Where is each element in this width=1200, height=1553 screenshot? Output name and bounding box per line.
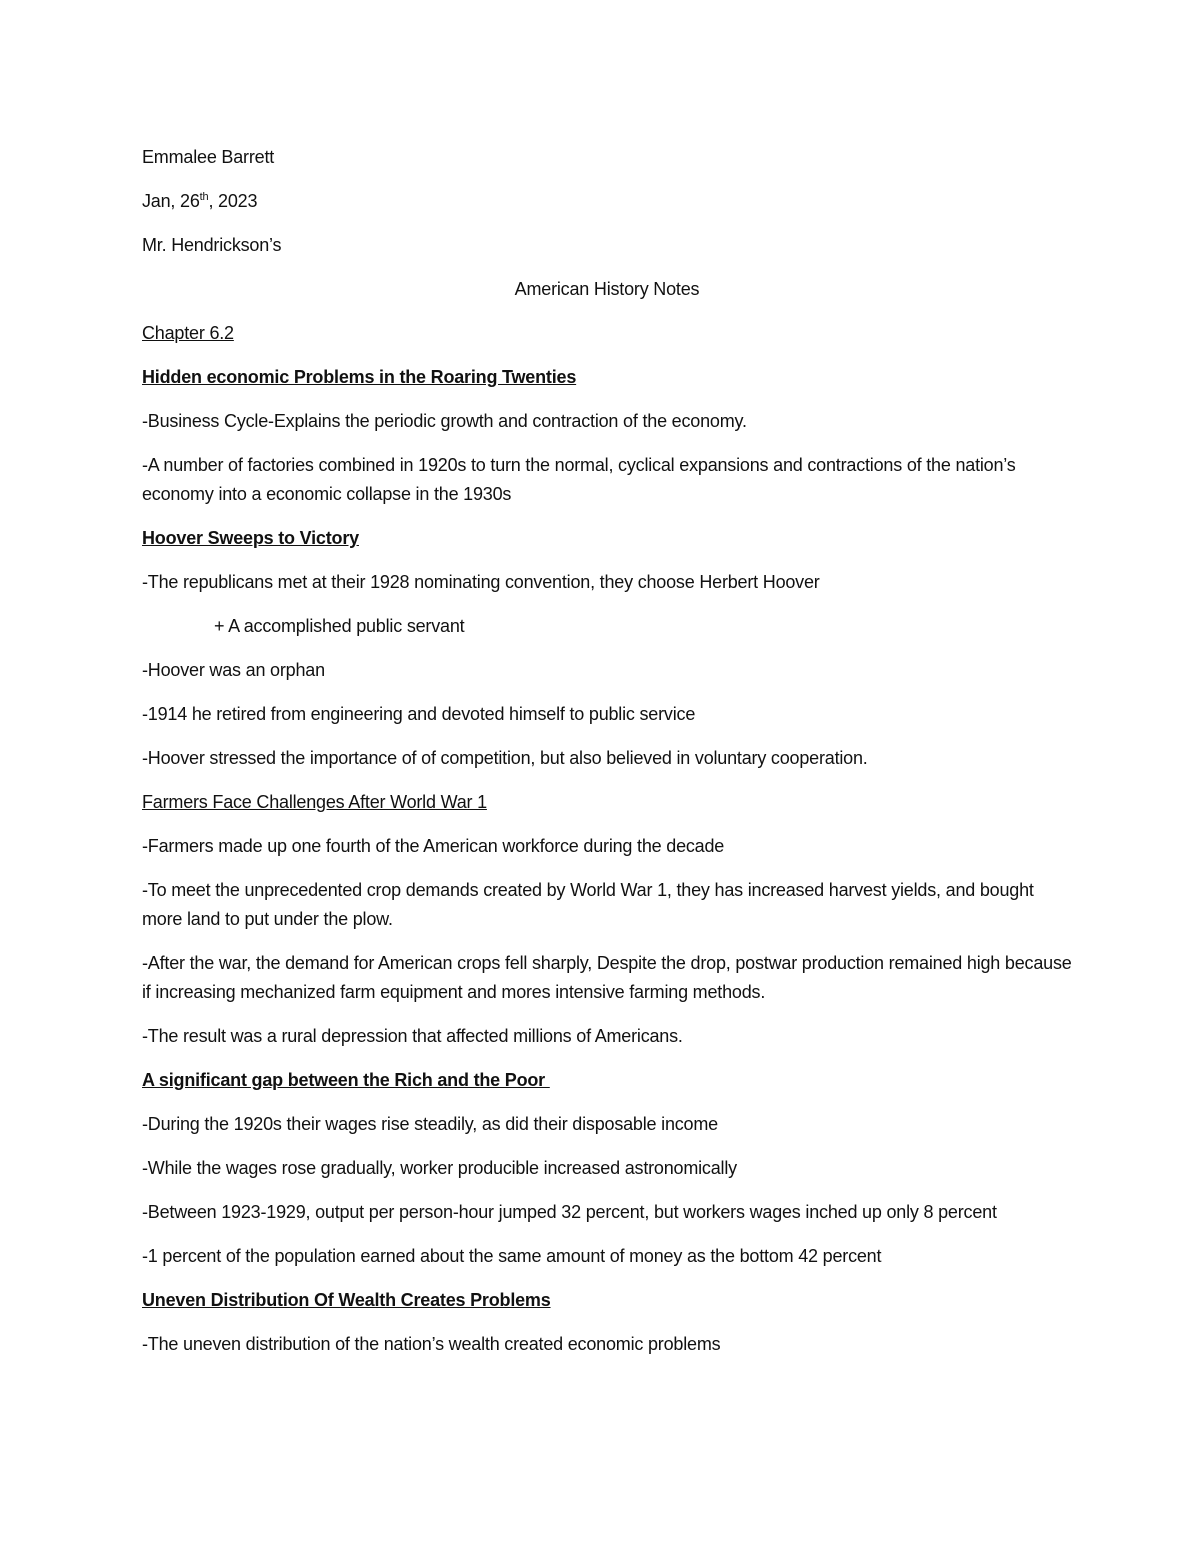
author-name: Emmalee Barrett [142, 147, 275, 167]
section-heading-rich-poor-gap: A significant gap between the Rich and the Poor [142, 1070, 550, 1090]
date-year: , 2023 [208, 191, 258, 211]
section-heading-hoover-sweeps: Hoover Sweeps to Victory [142, 528, 359, 548]
note-line: -To meet the unprecedented crop demands created by World War 1, they has increased harvest yields, and bought more land to put under the plow. [142, 880, 1034, 929]
note-line: -1914 he retired from engineering and devoted himself to public service [142, 704, 696, 724]
section-heading-uneven-distribution: Uneven Distribution Of Wealth Creates Problems [142, 1290, 551, 1310]
document-title: American History Notes [514, 279, 700, 299]
note-line: -During the 1920s their wages rise steadily, as did their disposable income [142, 1114, 718, 1134]
teacher-name: Mr. Hendrickson’s [142, 235, 282, 255]
note-line: -Hoover was an orphan [142, 660, 325, 680]
note-line: -A number of factories combined in 1920s to turn the normal, cyclical expansions and contractions of the nation’s economy into a economic collapse in the 1930s [142, 455, 1016, 504]
note-subpoint: + A accomplished public servant [214, 616, 465, 636]
note-line: -Business Cycle-Explains the periodic growth and contraction of the economy. [142, 411, 747, 431]
note-line: -The republicans met at their 1928 nominating convention, they choose Herbert Hoover [142, 572, 820, 592]
note-line: -Between 1923-1929, output per person-hour jumped 32 percent, but workers wages inched up only 8 percent [142, 1202, 997, 1222]
date-text: Jan, 26 [142, 191, 200, 211]
note-line: -The uneven distribution of the nation’s wealth created economic problems [142, 1334, 721, 1354]
section-heading-hidden-economic-problems: Hidden economic Problems in the Roaring Twenties [142, 367, 577, 387]
date-ordinal-suffix: th [199, 191, 209, 203]
date-line [142, 187, 1072, 216]
note-line: -Farmers made up one fourth of the American workforce during the decade [142, 836, 725, 856]
note-line: -While the wages rose gradually, worker producible increased astronomically [142, 1158, 737, 1178]
section-heading-farmers-face-challenges: Farmers Face Challenges After World War 1 [142, 792, 487, 812]
document-page [142, 143, 1072, 1374]
note-line: -After the war, the demand for American crops fell sharply, Despite the drop, postwar production remained high because if increasing mechanized farm equipment and mores intensive farming methods. [142, 953, 1072, 1002]
note-line: -The result was a rural depression that affected millions of Americans. [142, 1026, 683, 1046]
chapter-heading: Chapter 6.2 [142, 323, 234, 343]
note-line: -Hoover stressed the importance of of competition, but also believed in voluntary cooperation. [142, 748, 868, 768]
note-line: -1 percent of the population earned about the same amount of money as the bottom 42 percent [142, 1246, 882, 1266]
